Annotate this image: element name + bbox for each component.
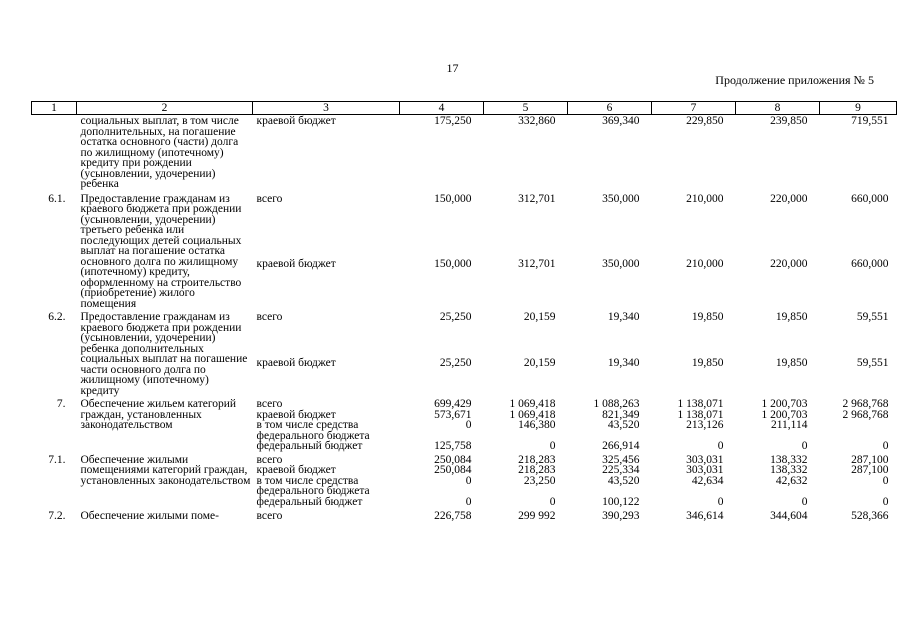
header-cell: 2	[77, 102, 253, 115]
header-cell: 7	[652, 102, 736, 115]
value-cell: 344,604	[770, 510, 808, 522]
value-cell: 2 968,768	[842, 398, 889, 410]
table-row	[32, 309, 897, 358]
value-cell: 2 968,768	[842, 408, 889, 421]
value-cell: 210,000	[686, 192, 724, 205]
value-cell: 225,334	[602, 464, 640, 476]
value-cell: 303,031	[686, 464, 724, 476]
value-cell: 19,850	[691, 356, 724, 369]
value-cell: 211,114	[770, 419, 808, 431]
value-cell: 0	[801, 440, 808, 452]
row-index: 6.1.	[48, 192, 66, 205]
value-cell: 19,850	[775, 356, 808, 369]
row-description: Обеспечение жилыми поме-	[80, 510, 219, 522]
funding-source: краевой бюджет	[256, 115, 336, 127]
row-index: 7.1.	[48, 453, 66, 466]
value-cell: 220,000	[770, 192, 808, 205]
value-cell: 42,634	[691, 474, 724, 487]
value-cell: 0	[549, 495, 556, 508]
value-cell: 312,701	[518, 257, 556, 270]
value-cell: 1 200,703	[761, 398, 808, 410]
funding-source: в том числе средства федерального бюджета	[256, 474, 370, 497]
funding-source: в том числе средства федерального бюджета	[256, 419, 370, 442]
value-cell: 239,850	[770, 115, 808, 127]
funding-source: краевой бюджет	[256, 408, 336, 421]
value-cell: 660,000	[851, 257, 889, 270]
table-row	[32, 115, 897, 190]
funding-source: всего	[256, 510, 283, 522]
page-number: 17	[446, 61, 459, 75]
funding-source: всего	[256, 398, 283, 410]
value-cell: 1 069,418	[509, 408, 556, 421]
value-cell: 287,100	[851, 464, 889, 476]
funding-source: федеральный бюджет	[256, 495, 363, 508]
value-cell: 350,000	[602, 192, 640, 205]
value-cell: 266,914	[602, 440, 640, 452]
funding-source: краевой бюджет	[256, 356, 336, 369]
header-cell: 1	[32, 102, 77, 115]
table-body	[32, 115, 897, 522]
value-cell: 19,850	[775, 311, 808, 323]
value-cell: 19,850	[691, 311, 724, 323]
value-cell: 390,293	[602, 510, 640, 522]
row-description: Предоставление гражданам из краевого бюджета при рождении (усыновлении, удочерении) ребенка дополнительных социальных выплат на погашение части основного долга по жилищному (ипотечному) кредиту	[80, 311, 248, 397]
budget-table	[31, 101, 897, 522]
header-cell: 3	[253, 102, 400, 115]
value-cell: 0	[465, 419, 472, 431]
table-row	[32, 396, 897, 410]
value-cell: 1 138,071	[677, 398, 724, 410]
funding-source: федеральный бюджет	[256, 440, 363, 452]
header-cell: 6	[568, 102, 652, 115]
continuation-label: Продолжение приложения № 5	[715, 73, 874, 87]
value-cell: 220,000	[770, 257, 808, 270]
value-cell: 1 200,703	[761, 408, 808, 421]
table-row	[32, 452, 897, 466]
row-description: социальных выплат, в том числе дополнительных, на погашение остатка основного (части) долга по жилищному (ипотечному) кредиту при рождении (усыновлении, удочерении) ребенка	[80, 115, 239, 190]
funding-source: краевой бюджет	[256, 257, 336, 270]
header-cell: 5	[484, 102, 568, 115]
value-cell: 0	[465, 495, 472, 508]
value-cell: 0	[465, 474, 472, 487]
value-cell: 350,000	[602, 257, 640, 270]
value-cell: 0	[717, 440, 724, 452]
value-cell: 346,614	[686, 510, 724, 522]
row-description: Обеспечение жильем категорий граждан, установленных законодательством	[80, 398, 237, 431]
value-cell: 42,632	[775, 474, 808, 487]
row-index	[32, 115, 77, 190]
value-cell: 250,084	[434, 464, 472, 476]
header-row	[32, 102, 897, 115]
value-cell: 0	[717, 495, 724, 508]
table-row	[32, 190, 897, 259]
value-cell: 218,283	[518, 464, 556, 476]
value-cell: 213,126	[686, 419, 724, 431]
value-cell: 325,456	[602, 453, 640, 466]
value-cell: 43,520	[607, 474, 640, 487]
value-cell: 19,340	[607, 311, 640, 323]
value-cell: 20,159	[523, 356, 556, 369]
value-cell: 59,551	[856, 356, 889, 369]
value-cell: 25,250	[439, 356, 472, 369]
value-cell: 0	[882, 495, 889, 508]
value-cell: 138,332	[770, 464, 808, 476]
value-cell: 1 069,418	[509, 398, 556, 410]
value-cell: 1 138,071	[677, 408, 724, 421]
funding-source: всего	[256, 192, 283, 205]
value-cell: 332,860	[518, 115, 556, 127]
value-cell: 1 088,263	[593, 398, 640, 410]
value-cell: 229,850	[686, 115, 724, 127]
header-cell: 9	[820, 102, 897, 115]
funding-source: краевой бюджет	[256, 464, 336, 476]
row-index: 7.	[56, 398, 66, 410]
value-cell: 821,349	[602, 408, 640, 421]
value-cell: 210,000	[686, 257, 724, 270]
header-cell: 4	[400, 102, 484, 115]
value-cell: 100,122	[602, 495, 640, 508]
value-cell: 175,250	[434, 115, 472, 127]
row-index: 6.2.	[48, 311, 66, 323]
value-cell: 226,758	[434, 510, 472, 522]
value-cell: 528,366	[851, 510, 889, 522]
value-cell: 25,250	[439, 311, 472, 323]
value-cell: 0	[549, 440, 556, 452]
value-cell: 250,084	[434, 453, 472, 466]
header-cell: 8	[736, 102, 820, 115]
value-cell: 218,283	[518, 453, 556, 466]
value-cell: 573,671	[434, 408, 472, 421]
funding-source: всего	[256, 453, 283, 466]
value-cell: 23,250	[523, 474, 556, 487]
row-index: 7.2.	[48, 510, 66, 522]
value-cell: 150,000	[434, 192, 472, 205]
value-cell: 0	[882, 440, 889, 452]
value-cell: 43,520	[607, 419, 640, 431]
value-cell: 59,551	[856, 311, 889, 323]
value-cell: 299 992	[518, 510, 556, 522]
table-row	[32, 507, 897, 522]
value-cell: 699,429	[434, 398, 472, 410]
value-cell: 312,701	[518, 192, 556, 205]
value-cell: 138,332	[770, 453, 808, 466]
value-cell: 287,100	[851, 453, 889, 466]
value-cell	[820, 420, 897, 441]
value-cell: 369,340	[602, 115, 640, 127]
value-cell: 303,031	[686, 453, 724, 466]
value-cell: 660,000	[851, 192, 889, 205]
value-cell: 719,551	[851, 115, 889, 127]
row-description: Предоставление гражданам из краевого бюджета при рождении (усыновлении, удочерении) третьего ребенка или последующих детей социальных выплат на погашение остатка основного долга по жилищному (ипотечному) кредиту, оформленному на строительство (приобретение) жилого помещения	[80, 192, 242, 310]
funding-source: всего	[256, 311, 283, 323]
value-cell: 19,340	[607, 356, 640, 369]
value-cell: 150,000	[434, 257, 472, 270]
row-description: Обеспечение жилыми помещениями категорий граждан, установленных законодательством	[80, 453, 251, 487]
value-cell: 0	[801, 495, 808, 508]
value-cell: 20,159	[523, 311, 556, 323]
value-cell: 125,758	[434, 440, 472, 452]
value-cell: 0	[882, 474, 889, 487]
value-cell: 146,380	[518, 419, 556, 431]
